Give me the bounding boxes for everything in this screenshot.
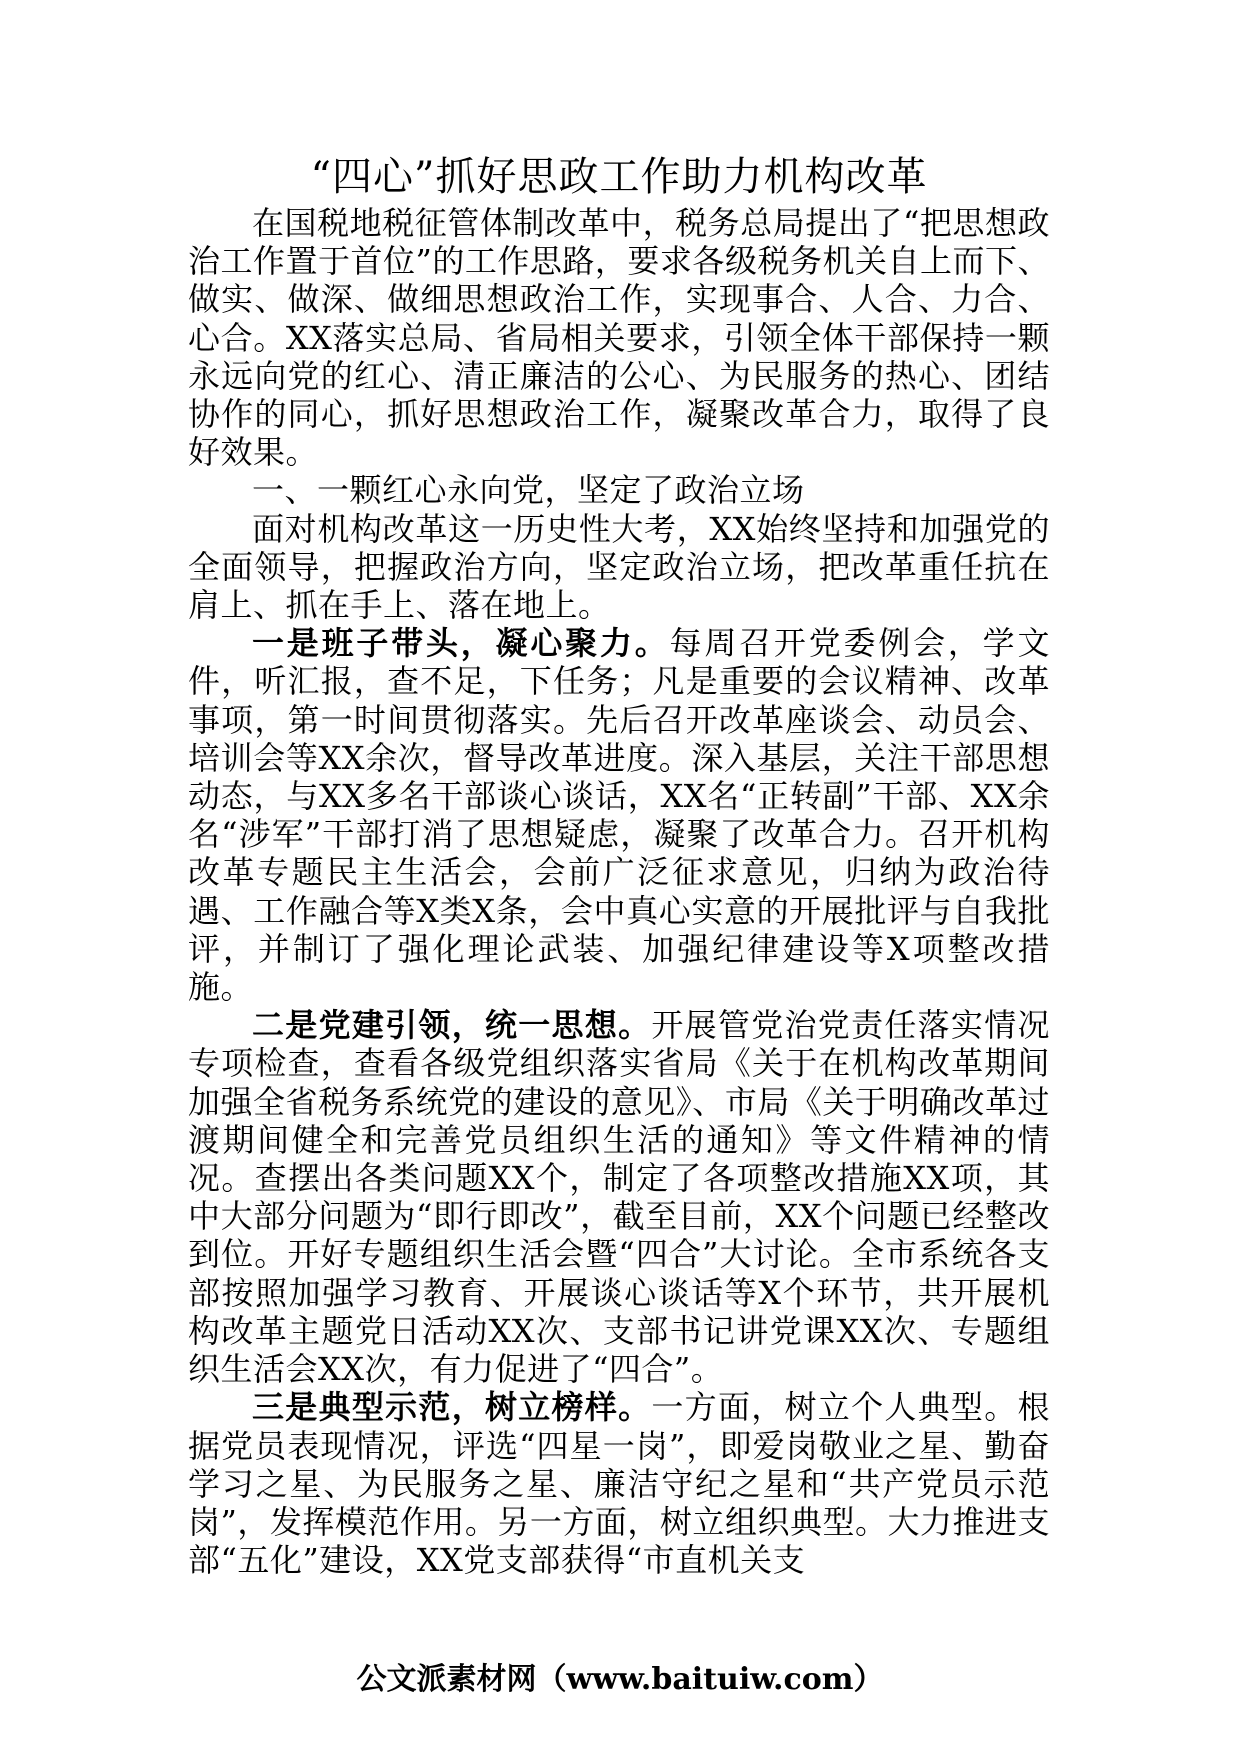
point-three-paragraph [188,1388,1050,1579]
paragraph-text: 在国税地税征管体制改革中，税务总局提出了“把思想政治工作置于首位”的工作思路，要求各级税务机关自上而下、做实、做深、做细思想政治工作，实现事合、人合、力合、心合。XX落实总局、省局相关要求，引领全体干部保持一颗永远向党的红心、清正廉洁的公心、为民服务的热心、团结协作的同心，抓好思想政治工作，凝聚改革合力，取得了良好效果。 [188,204,1050,472]
paragraph-text: 一、一颗红心永向党，坚定了政治立场 [252,471,805,510]
point-two-paragraph [188,1006,1050,1388]
paragraph-text: 一方面，树立个人典型。根据党员表现情况，评选“四星一岗”，即爱岗敬业之星、勤奋学习之星、为民服务之星、廉洁守纪之星和“共产党员示范岗”，发挥模范作用。另一方面，树立组织典型。大力推进支部“五化”建设，XX党支部获得“市直机关支 [188,1388,1050,1580]
paragraph-text: 开展管党治党责任落实情况专项检查，查看各级党组织落实省局《关于在机构改革期间加强全省税务系统党的建设的意见》、市局《关于明确改革过渡期间健全和完善党员组织生活的通知》等文件精神的情况。查摆出各类问题XX个，制定了各项整改措施XX项，其中大部分问题为“即行即改”，截至目前，XX个问题已经整改到位。开好专题组织生活会暨“四合”大讨论。全市系统各支部按照加强学习教育、开展谈心谈话等X个环节，共开展机构改革主题党日活动XX次、支部书记讲党课XX次、专题组织生活会XX次，有力促进了“四合”。 [188,1006,1050,1389]
paragraph-lead: 一是班子带头，凝心聚力。 [252,624,670,663]
document-title: “四心”抓好思政工作助力机构改革 [310,154,928,200]
paragraph-lead: 三是典型示范，树立榜样。 [252,1388,652,1427]
paragraph-lead: 二是党建引领，统一思想。 [252,1006,652,1045]
document-page [188,150,1050,1579]
point-one-paragraph [188,624,1050,1006]
paragraph-text: 面对机构改革这一历史性大考，XX始终坚持和加强党的全面领导，把握政治方向，坚定政治立场，把改革重任抗在肩上、抓在手上、落在地上。 [188,509,1050,625]
section-heading [188,471,1050,509]
intro-paragraph [188,204,1050,471]
footer-source: 公文派素材网（www.baituiw.com） [356,1662,884,1697]
paragraph-text: 每周召开党委例会，学文件，听汇报，查不足，下任务；凡是重要的会议精神、改革事项，第一时间贯彻落实。先后召开改革座谈会、动员会、培训会等XX余次，督导改革进度。深入基层，关注干部思想动态，与XX多名干部谈心谈话，XX名“正转副”干部、XX余名“涉军”干部打消了思想疑虑，凝聚了改革合力。召开机构改革专题民主生活会，会前广泛征求意见，归纳为政治待遇、工作融合等X类X条，会中真心实意的开展批评与自我批评，并制订了强化理论武装、加强纪律建设等X项整改措施。 [188,624,1050,1007]
section-intro-paragraph [188,510,1050,625]
